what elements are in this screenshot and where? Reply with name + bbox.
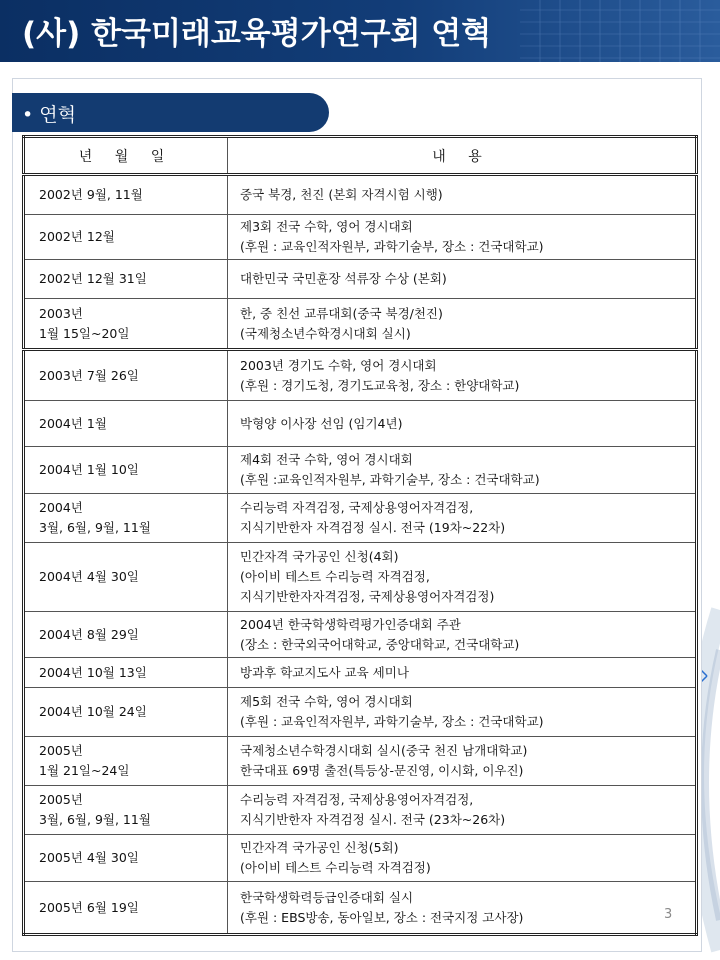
table-row (24, 612, 697, 658)
table-row (24, 882, 697, 935)
table-row (24, 737, 697, 786)
date-text: 2003년 (39, 305, 83, 321)
content-text: 2003년 경기도 수학, 영어 경시대회 (240, 357, 437, 373)
date-cell (24, 299, 228, 350)
content-text: 제3회 전국 수학, 영어 경시대회 (240, 219, 413, 234)
content-text: 2004년 한국학생학력평가인증대회 주관 (240, 616, 461, 632)
content-text: (후원 : 경기도청, 경기도교육청, 장소 : 한양대학교) (240, 377, 520, 393)
date-cell (24, 688, 228, 737)
section-tab (12, 93, 329, 132)
date-cell (24, 786, 228, 835)
date-text: 2005년 (39, 743, 83, 758)
content-cell (228, 737, 697, 786)
content-text: (아이비 테스트 수리능력 자격검정) (240, 860, 431, 875)
date-cell (24, 494, 228, 543)
date-text: 2004년 8월 29일 (39, 626, 139, 642)
content-cell (228, 612, 697, 658)
table-row (24, 786, 697, 835)
content-text: (국제청소년수학경시대회 실시) (240, 325, 411, 341)
date-text: 1월 15일~20일 (39, 325, 130, 341)
content-text: (후원 : 교육인적자원부, 과학기술부, 장소 : 건국대학교) (240, 714, 544, 729)
content-text: 한, 중 친선 교류대회(중국 북경/천진) (240, 305, 443, 321)
content-column-header: 내 용 (228, 137, 697, 175)
table-row (24, 447, 697, 494)
content-text: 민간자격 국가공인 신청(5회) (240, 840, 399, 855)
table-row (24, 175, 697, 215)
date-text: 1월 21일~24일 (39, 763, 130, 778)
date-text: 3월, 6월, 9월, 11월 (39, 520, 151, 535)
table-row (24, 260, 697, 299)
content-cell (228, 401, 697, 447)
content-cell (228, 260, 697, 299)
content-text: 수리능력 자격검정, 국제상용영어자격검정, (240, 792, 474, 807)
date-text: 2004년 4월 30일 (39, 569, 139, 584)
date-text: 2002년 12월 31일 (39, 271, 147, 286)
content-text: 제5회 전국 수학, 영어 경시대회 (240, 694, 413, 709)
content-text: 대한민국 국민훈장 석류장 수상 (본회) (240, 271, 447, 286)
content-text: 방과후 학교지도사 교육 세미나 (240, 664, 409, 680)
content-cell (228, 882, 697, 935)
content-text: (장소 : 한국외국어대학교, 중앙대학교, 건국대학교) (240, 636, 520, 652)
table-header-row (24, 137, 697, 175)
table-row (24, 215, 697, 260)
content-text: 국제청소년수학경시대회 실시(중국 천진 남개대학교) (240, 743, 528, 758)
date-cell (24, 175, 228, 215)
date-text: 2005년 (39, 792, 83, 807)
date-cell (24, 447, 228, 494)
date-cell (24, 882, 228, 935)
date-cell (24, 835, 228, 882)
date-cell (24, 260, 228, 299)
table-row (24, 835, 697, 882)
date-cell (24, 350, 228, 401)
table-row (24, 299, 697, 350)
date-text: 2004년 10월 13일 (39, 664, 147, 680)
table-row (24, 658, 697, 688)
date-text: 2004년 1월 10일 (39, 462, 139, 477)
content-text: (후원 : EBS방송, 동아일보, 장소 : 전국지정 고사장) (240, 909, 524, 925)
content-text: 민간자격 국가공인 신청(4회) (240, 549, 399, 564)
content-text: 수리능력 자격검정, 국제상용영어자격검정, (240, 500, 474, 515)
content-cell (228, 543, 697, 612)
date-text: 2005년 6월 19일 (39, 899, 139, 915)
content-cell (228, 835, 697, 882)
content-cell (228, 175, 697, 215)
content-text: 중국 북경, 천진 (본회 자격시험 시행) (240, 187, 443, 202)
date-cell (24, 543, 228, 612)
content-cell (228, 215, 697, 260)
content-text: 지식기반한자 자격검정 실시. 전국 (19차~22차) (240, 520, 506, 535)
date-cell (24, 658, 228, 688)
content-text: 한국대표 69명 출전(특등상-문진영, 이시화, 이우진) (240, 763, 524, 778)
content-cell (228, 688, 697, 737)
date-text: 2004년 1월 (39, 415, 107, 431)
date-cell (24, 215, 228, 260)
content-cell (228, 350, 697, 401)
content-cell (228, 299, 697, 350)
section-label: • 연혁 (22, 104, 76, 126)
page-number: 3 (664, 907, 673, 922)
date-text: 2004년 10월 24일 (39, 704, 147, 719)
content-text: 박형양 이사장 선임 (임기4년) (240, 415, 403, 431)
content-text: (후원 :교육인적자원부, 과학기술부, 장소 : 건국대학교) (240, 472, 540, 487)
table-row (24, 543, 697, 612)
content-text: (아이비 테스트 수리능력 자격검정, (240, 569, 430, 584)
date-text: 2002년 9월, 11월 (39, 187, 143, 202)
content-text: 한국학생학력등급인증대회 실시 (240, 889, 414, 905)
content-text: (후원 : 교육인적자원부, 과학기술부, 장소 : 건국대학교) (240, 239, 544, 254)
date-text: 2004년 (39, 500, 83, 515)
title-bar (0, 0, 720, 62)
grid-pattern-decoration (520, 0, 720, 62)
date-cell (24, 612, 228, 658)
content-cell (228, 786, 697, 835)
content-cell (228, 447, 697, 494)
table-row (24, 688, 697, 737)
content-cell (228, 494, 697, 543)
date-cell (24, 401, 228, 447)
content-text: 제4회 전국 수학, 영어 경시대회 (240, 452, 413, 467)
table-row (24, 494, 697, 543)
date-text: 3월, 6월, 9월, 11월 (39, 812, 151, 827)
content-text: 지식기반한자자격검정, 국제상용영어자격검정) (240, 589, 495, 604)
date-text: 2005년 4월 30일 (39, 850, 139, 865)
date-text: 2002년 12월 (39, 229, 115, 244)
date-column-header: 년 월 일 (24, 137, 228, 175)
slide-title: (사) 한국미래교육평가연구회 연혁 (22, 16, 492, 52)
table-row (24, 350, 697, 401)
history-table (22, 135, 698, 936)
date-text: 2003년 7월 26일 (39, 367, 139, 383)
table-row (24, 401, 697, 447)
content-cell (228, 658, 697, 688)
date-cell (24, 737, 228, 786)
content-text: 지식기반한자 자격검정 실시. 전국 (23차~26차) (240, 812, 506, 827)
